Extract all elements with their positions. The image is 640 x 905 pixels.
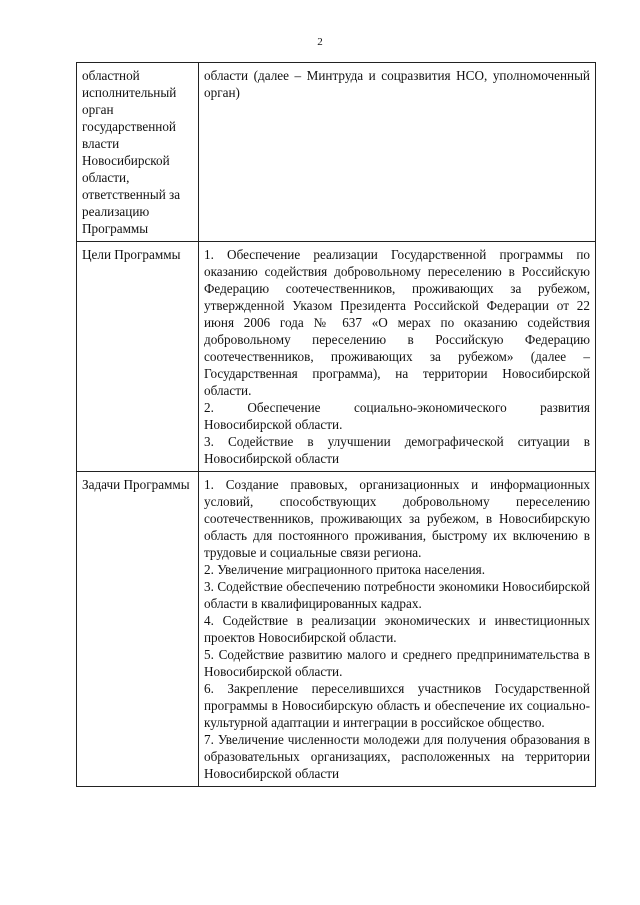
list-item: 3. Содействие в улучшении демографической ситуации в Новосибирской области: [204, 434, 590, 466]
row-label: Задачи Программы: [77, 472, 199, 787]
list-item: области (далее – Минтруда и соцразвития НСО, уполномоченный орган): [204, 68, 590, 100]
list-item: 6. Закрепление переселившихся участников Государственной программы в Новосибирскую область и обеспечение их социально-культурной адаптации и интеграции в российское общество.: [204, 681, 590, 730]
list-item: 5. Содействие развитию малого и среднего предпринимательства в Новосибирской области.: [204, 647, 590, 679]
program-passport-table: [76, 62, 596, 787]
list-item: 7. Увеличение численности молодежи для получения образования в образовательных организациях, расположенных на территории Новосибирской области: [204, 732, 590, 781]
list-item: 2. Увеличение миграционного притока населения.: [204, 562, 486, 577]
row-label: Цели Программы: [77, 242, 199, 472]
page-number: 2: [317, 36, 323, 48]
list-item: 2. Обеспечение социально-экономического развития Новосибирской области.: [204, 400, 590, 432]
table-row: [77, 63, 596, 242]
list-item: 1. Создание правовых, организационных и информационных условий, способствующих добровольному переселению соотечественников, проживающих за рубежом, в Новосибирскую область для постоянного проживания, быстрому их включению в трудовые и социальные связи региона.: [204, 477, 590, 560]
row-content: [199, 472, 596, 787]
table-row: [77, 472, 596, 787]
list-item: 1. Обеспечение реализации Государственной программы по оказанию содействия добровольному переселению в Российскую Федерацию соотечественников, проживающих за рубежом, утвержденной Указом Президента Российской Федерации от 22 июня 2006 года № 637 «О мерах по оказанию содействия добровольному переселению в Российскую Федерацию соотечественников, проживающих за рубежом» (далее – Государственная программа), на территории Новосибирской области.: [204, 247, 590, 398]
list-item: 3. Содействие обеспечению потребности экономики Новосибирской области в квалифицированных кадрах.: [204, 579, 590, 611]
list-item: 4. Содействие в реализации экономических и инвестиционных проектов Новосибирской области.: [204, 613, 590, 645]
row-content: [199, 242, 596, 472]
row-content: [199, 63, 596, 242]
table-row: [77, 242, 596, 472]
row-label: областной исполнительный орган государственной власти Новосибирской области, ответственный за реализацию Программы: [77, 63, 199, 242]
